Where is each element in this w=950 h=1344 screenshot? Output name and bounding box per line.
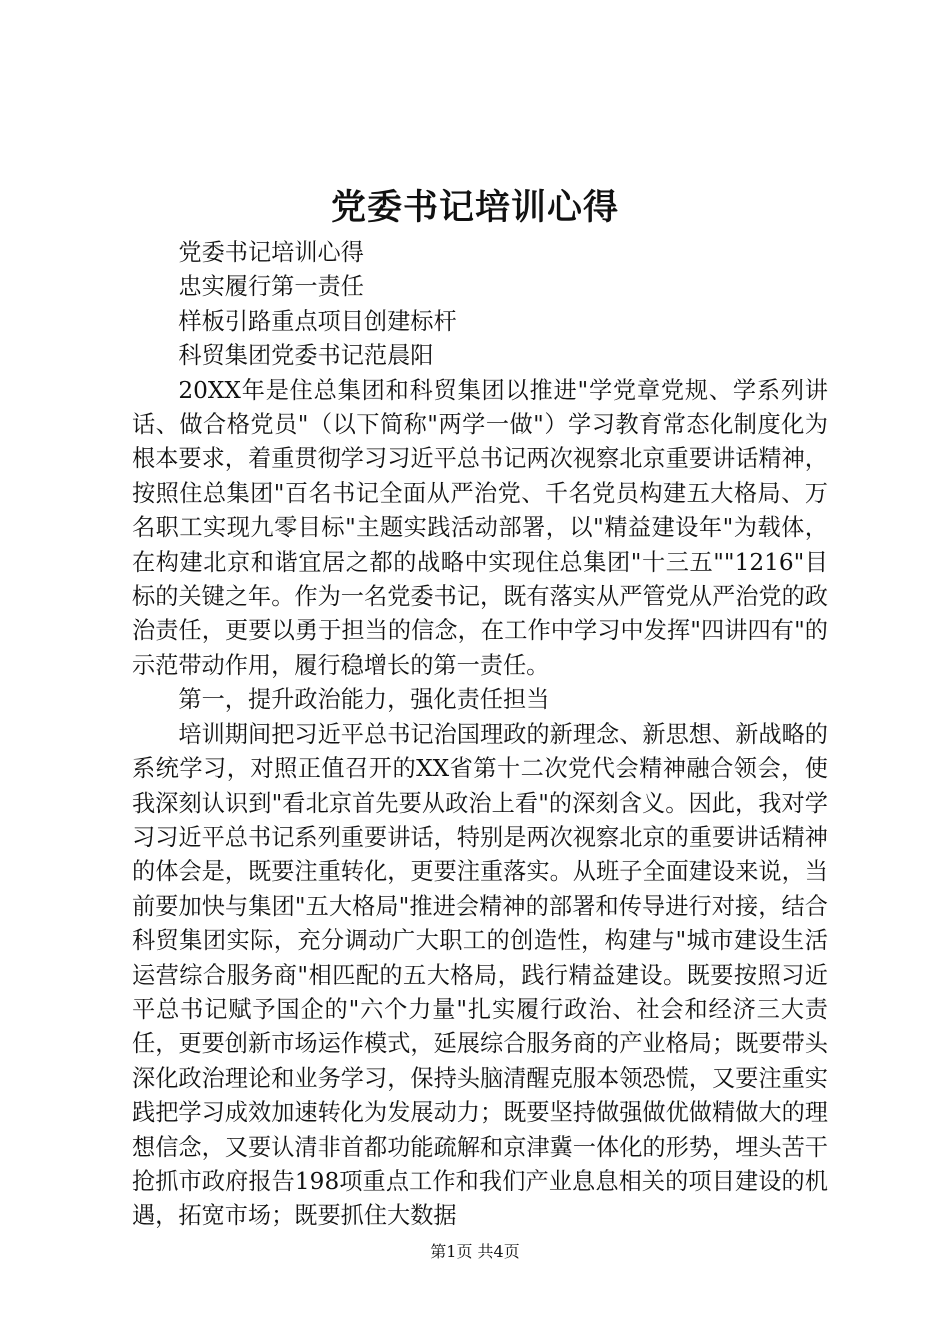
paragraph-author: 科贸集团党委书记范晨阳 [178, 342, 434, 370]
paragraph-subtitle-2: 样板引路重点项目创建标杆 [178, 307, 457, 335]
document-body [132, 236, 828, 1234]
paragraph-heading-repeat: 党委书记培训心得 [178, 239, 364, 266]
paragraph-section-heading: 第一，提升政治能力，强化责任担当 [178, 686, 550, 714]
paragraph-subtitle-1: 忠实履行第一责任 [178, 273, 364, 301]
paragraph-section-body: 培训期间把习近平总书记治国理政的新理念、新思想、新战略的系统学习，对照正值召开的XX省第十二次党代会精神融合领会，使我深刻认识到"看北京首先要从政治上看"的深刻含义。因此，我对学习习近平总书记系列重要讲话，特别是两次视察北京的重要讲话精神的体会是，既要注重转化，更要注重落实。从班子全面建设来说，当前要加快与集团"五大格局"推进会精神的部署和传导进行对接，结合科贸集团实际，充分调动广大职工的创造性，构建与"城市建设生活运营综合服务商"相匹配的五大格局，践行精益建设。既要按照习近平总书记赋予国企的"六个力量"扎实履行政治、社会和经济三大责任，更要创新市场运作模式，延展综合服务商的产业格局；既要带头深化政治理论和业务学习，保持头脑清醒克服本领恐慌，又要注重实践把学习成效加速转化为发展动力；既要坚持做强做优做精做大的理想信念，又要认清非首都功能疏解和京津冀一体化的形势，埋头苦干抢抓市政府报告198项重点工作和我们产业息息相关的项目建设的机遇，拓宽市场；既要抓住大数据 [132, 720, 828, 1230]
page-number-footer: 第1页 共4页 [430, 1242, 520, 1261]
document-title: 党委书记培训心得 [330, 187, 619, 228]
paragraph-intro: 20XX年是住总集团和科贸集团以推进"学党章党规、学系列讲话、做合格党员"（以下简称"两学一做"）学习教育常态化制度化为根本要求，着重贯彻学习习近平总书记两次视察北京重要讲话精神，按照住总集团"百名书记全面从严治党、千名党员构建五大格局、万名职工实现九零目标"主题实践活动部署，以"精益建设年"为载体，在构建北京和谐宜居之都的战略中实现住总集团"十三五""1216"目标的关键之年。作为一名党委书记，既有落实从严管党从严治党的政治责任，更要以勇于担当的信念，在工作中学习中发挥"四讲四有"的示范带动作用，履行稳增长的第一责任。 [132, 376, 828, 679]
